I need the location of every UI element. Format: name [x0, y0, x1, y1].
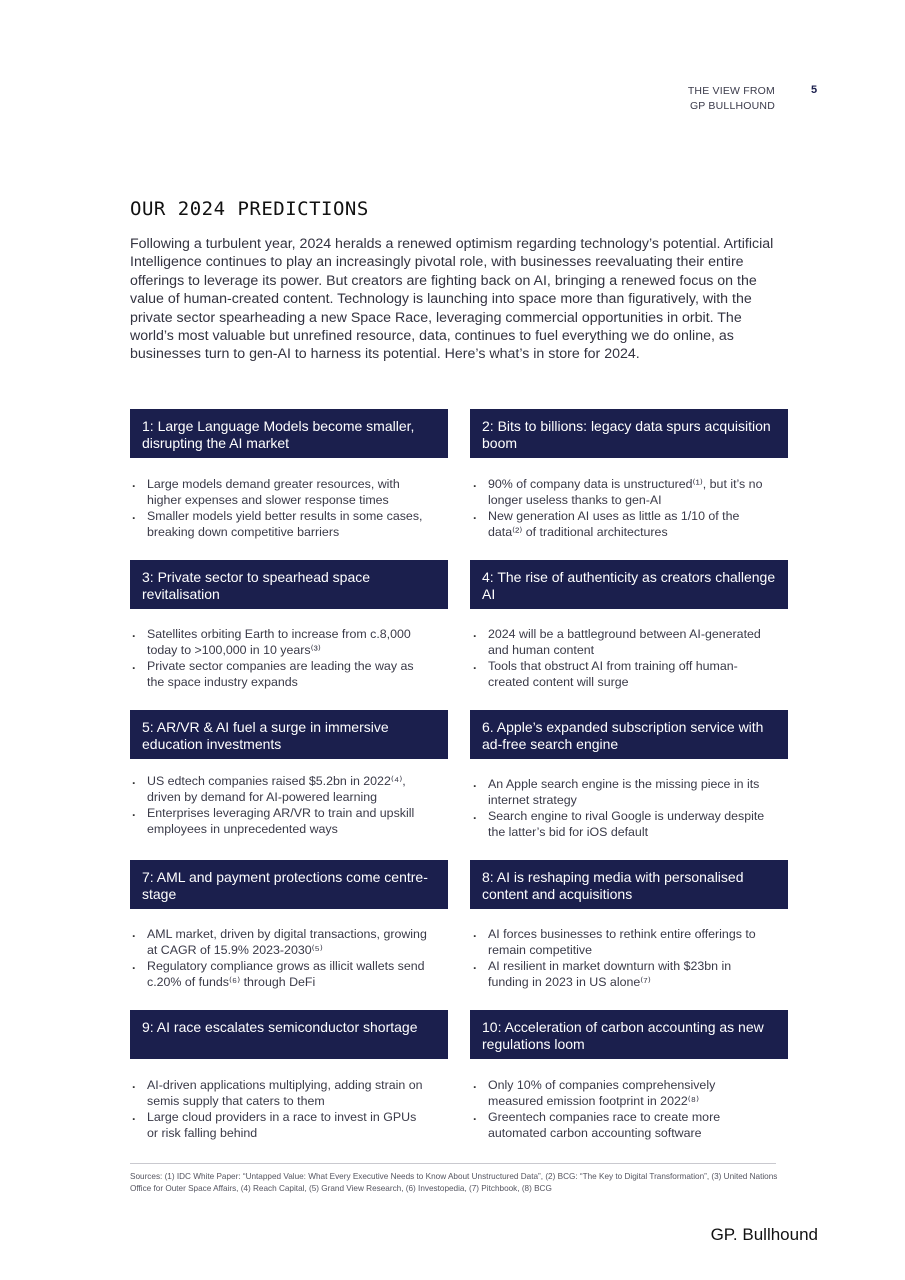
prediction-8-bullet-1: . AI forces businesses to rethink entire offerings to remain competitive — [471, 926, 771, 958]
prediction-4-bullet-1: . 2024 will be a battleground between AI-generated and human content — [471, 626, 771, 658]
prediction-1-bullet-2: . Smaller models yield better results in some cases, breaking down competitive barriers — [130, 508, 430, 540]
page-title: OUR 2024 PREDICTIONS — [130, 198, 369, 220]
prediction-10-bullet-1: . Only 10% of companies comprehensively measured emission footprint in 2022⁽⁸⁾ — [471, 1077, 771, 1109]
footer-divider — [130, 1163, 776, 1164]
page-number: 5 — [811, 84, 818, 96]
prediction-8-bullets — [471, 926, 771, 990]
prediction-9-bullet-2: . Large cloud providers in a race to invest in GPUs or risk falling behind — [130, 1109, 430, 1141]
sources-footnote: Sources: (1) IDC White Paper: “Untapped Value: What Every Executive Needs to Know About Unstructured Data”, (2) BCG: “The Key to Digital Transformation”, (3) United Nations Office for Outer Space Affairs, (4) Reach Capital, (5) Grand View Research, (6) Investopedia, (7) Pitchbook, (8) BCG — [130, 1172, 778, 1193]
prediction-1-bullets — [130, 476, 430, 540]
prediction-5-heading: 5: AR/VR & AI fuel a surge in immersive education investments — [130, 710, 448, 759]
prediction-7-bullets — [130, 926, 430, 990]
prediction-2-bullet-2: . New generation AI uses as little as 1/10 of the data⁽²⁾ of traditional architectures — [471, 508, 771, 540]
prediction-9-bullets — [130, 1077, 430, 1141]
prediction-3-bullets — [130, 626, 430, 690]
prediction-4-bullet-2: . Tools that obstruct AI from training off human-created content will surge — [471, 658, 771, 690]
prediction-4-heading: 4: The rise of authenticity as creators challenge AI — [470, 560, 788, 609]
prediction-9-heading: 9: AI race escalates semiconductor shortage — [130, 1010, 448, 1059]
prediction-5-bullet-1: . US edtech companies raised $5.2bn in 2022⁽⁴⁾, driven by demand for AI-powered learning — [130, 773, 430, 805]
brand-wordmark: GP. Bullhound — [710, 1225, 818, 1244]
prediction-6-bullet-2: . Search engine to rival Google is underway despite the latter’s bid for iOS default — [471, 808, 771, 840]
prediction-10-heading: 10: Acceleration of carbon accounting as new regulations loom — [470, 1010, 788, 1059]
prediction-5-bullet-2: . Enterprises leveraging AR/VR to train and upskill employees in unprecedented ways — [130, 805, 430, 837]
prediction-2-bullets — [471, 476, 771, 540]
prediction-10-bullet-2: . Greentech companies race to create more automated carbon accounting software — [471, 1109, 771, 1141]
prediction-3-bullet-2: . Private sector companies are leading the way as the space industry expands — [130, 658, 430, 690]
prediction-7-bullet-2: . Regulatory compliance grows as illicit wallets send c.20% of funds⁽⁶⁾ through DeFi — [130, 958, 430, 990]
prediction-3-heading: 3: Private sector to spearhead space revitalisation — [130, 560, 448, 609]
prediction-1-bullet-1: . Large models demand greater resources, with higher expenses and slower response times — [130, 476, 430, 508]
prediction-2-bullet-1: . 90% of company data is unstructured⁽¹⁾, but it’s no longer useless thanks to gen-AI — [471, 476, 771, 508]
prediction-6-bullet-1: . An Apple search engine is the missing piece in its internet strategy — [471, 776, 771, 808]
prediction-7-bullet-1: . AML market, driven by digital transactions, growing at CAGR of 15.9% 2023-2030⁽⁵⁾ — [130, 926, 430, 958]
prediction-10-bullets — [471, 1077, 771, 1141]
header-line-2: GP BULLHOUND — [689, 100, 775, 112]
prediction-8-bullet-2: . AI resilient in market downturn with $23bn in funding in 2023 in US alone⁽⁷⁾ — [471, 958, 771, 990]
prediction-6-heading: 6. Apple’s expanded subscription service with ad-free search engine — [470, 710, 788, 759]
prediction-5-bullets — [130, 773, 430, 837]
prediction-9-bullet-1: . AI-driven applications multiplying, adding strain on semis supply that caters to them — [130, 1077, 430, 1109]
prediction-1-heading: 1: Large Language Models become smaller, disrupting the AI market — [130, 409, 448, 458]
prediction-4-bullets — [471, 626, 771, 690]
prediction-6-bullets — [471, 776, 771, 840]
running-header — [688, 84, 775, 114]
prediction-8-heading: 8: AI is reshaping media with personalised content and acquisitions — [470, 860, 788, 909]
header-line-1: THE VIEW FROM — [687, 85, 775, 97]
prediction-3-bullet-1: . Satellites orbiting Earth to increase from c.8,000 today to >100,000 in 10 years⁽³⁾ — [130, 626, 430, 658]
intro-paragraph: Following a turbulent year, 2024 heralds a renewed optimism regarding technology’s potential. Artificial Intelligence continues to play an increasingly pivotal role, with businesses reevaluating their entire offerings to leverage its power. But creators are fighting back on AI, bringing a renewed focus on the value of human-created content. Technology is launching into space more than figuratively, with the private sector spearheading a new Space Race, leveraging commercial opportunities in orbit. The world’s most valuable but unrefined resource, data, continues to fuel everything we do online, as businesses turn to gen-AI to harness its potential. Here’s what’s in store for 2024. — [130, 236, 774, 363]
prediction-7-heading: 7: AML and payment protections come centre-stage — [130, 860, 448, 909]
prediction-2-heading: 2: Bits to billions: legacy data spurs acquisition boom — [470, 409, 788, 458]
